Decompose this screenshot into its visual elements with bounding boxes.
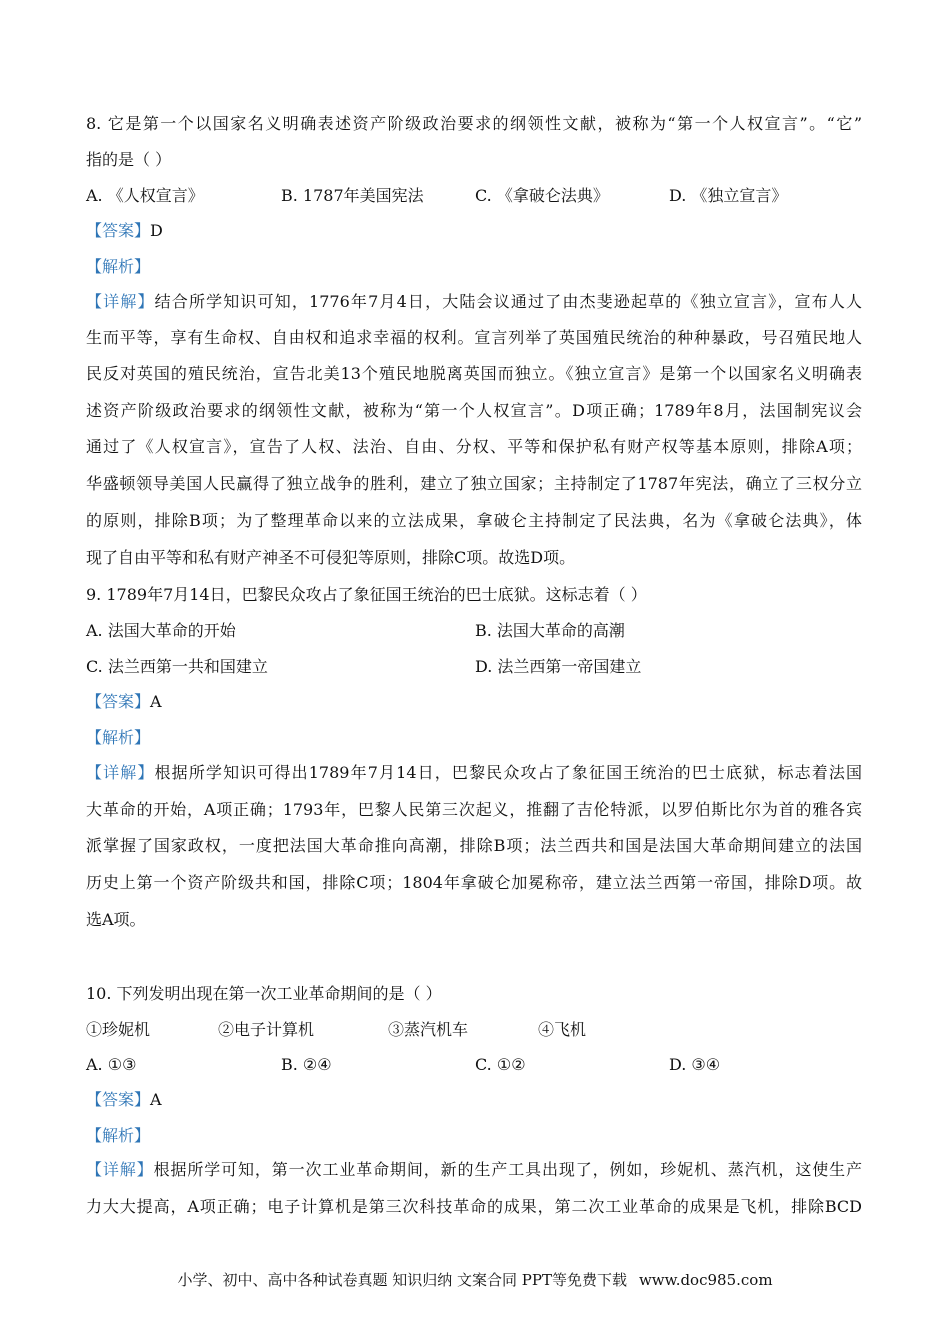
footer-url[interactable]: www.doc985.com [638,1271,773,1289]
q10-detail-line-2: 力大大提高，A项正确；电子计算机是第三次科技革命的成果，第二次工业革命的成果是飞机，排除BCD [86,1197,862,1216]
q10-option-b: B. ②④ [281,1055,332,1074]
q9-option-d: D. 法兰西第一帝国建立 [475,657,642,676]
q8-detail-line-6: 华盛顿领导美国人民赢得了独立战争的胜利，建立了独立国家；主持制定了1787年宪法，确立了三权分立 [86,474,862,493]
q8-detail-line-8: 现了自由平等和私有财产神圣不可侵犯等原则，排除C项。故选D项。 [86,548,576,567]
q10-option-c: C. ①② [475,1055,526,1074]
q9-detail-line-1 [86,763,862,783]
answer-value: D [150,221,163,240]
q8-option-a: A. 《人权宣言》 [86,186,204,205]
detail-text: 结合所学知识可知，1776年7月4日，大陆会议通过了由杰斐逊起草的《独立宣言》，宣布人人 [154,292,862,311]
detail-text: 根据所学可知，第一次工业革命期间，新的生产工具出现了，例如，珍妮机、蒸汽机，这使生产 [153,1160,862,1179]
answer-tag: 【答案】 [86,692,151,711]
answer-value: A [150,692,162,711]
q9-option-a: A. 法国大革命的开始 [86,621,236,640]
answer-tag: 【答案】 [86,221,151,240]
q10-item-3: ③蒸汽机车 [388,1020,469,1039]
q8-detail-line-7: 的原则，排除B项；为了整理革命以来的立法成果，拿破仑主持制定了民法典，名为《拿破仑法典》，体 [86,511,862,530]
q10-detail-line-1 [86,1160,862,1180]
q9-detail-line-4: 历史上第一个资产阶级共和国，排除C项；1804年拿破仑加冕称帝，建立法兰西第一帝国，排除D项。故 [86,873,862,892]
q9-analysis-tag: 【解析】 [86,728,151,747]
q8-stem-line-2: 指的是（ ） [86,150,172,169]
q8-option-d: D. 《独立宣言》 [669,186,788,205]
q8-detail-line-2: 生而平等，享有生命权、自由权和追求幸福的权利。宣言列举了英国殖民统治的种种暴政，号召殖民地人 [86,328,862,347]
q8-detail-line-1 [86,292,862,312]
q8-detail-line-5: 通过了《人权宣言》，宣告了人权、法治、自由、分权、平等和保护私有财产权等基本原则，排除A项； [86,437,862,456]
q8-option-c: C. 《拿破仑法典》 [475,186,609,205]
q10-item-1: ①珍妮机 [86,1020,151,1039]
q10-analysis-tag: 【解析】 [86,1126,151,1145]
q8-option-b: B. 1787年美国宪法 [281,186,424,205]
q9-option-b: B. 法国大革命的高潮 [475,621,625,640]
q10-option-a: A. ①③ [86,1055,137,1074]
q10-option-d: D. ③④ [669,1055,721,1074]
q9-option-c: C. 法兰西第一共和国建立 [86,657,268,676]
q10-stem: 10. 下列发明出现在第一次工业革命期间的是（ ） [86,984,442,1003]
q8-analysis-tag: 【解析】 [86,257,151,276]
page-footer [0,1270,950,1290]
q8-answer [86,221,862,241]
detail-tag: 【详解】 [86,763,155,782]
detail-text: 根据所学知识可得出1789年7月14日，巴黎民众攻占了象征国王统治的巴士底狱，标志着法国 [154,763,862,782]
q9-answer [86,692,862,712]
q10-item-2: ②电子计算机 [218,1020,315,1039]
q9-detail-line-5: 选A项。 [86,910,146,929]
q8-detail-line-3: 民反对英国的殖民统治，宣告北美13个殖民地脱离英国而独立。《独立宣言》是第一个以国家名义明确表 [86,364,862,383]
q10-answer [86,1090,862,1110]
q10-item-4: ④飞机 [538,1020,587,1039]
q8-stem-line-1: 8. 它是第一个以国家名义明确表述资产阶级政治要求的纲领性文献，被称为“第一个人权宣言”。“它” [86,114,862,133]
detail-tag: 【详解】 [86,292,155,311]
q9-detail-line-3: 派掌握了国家政权，一度把法国大革命推向高潮，排除B项；法兰西共和国是法国大革命期间建立的法国 [86,836,862,855]
q9-detail-line-2: 大革命的开始，A项正确；1793年，巴黎人民第三次起义，推翻了吉伦特派，以罗伯斯比尔为首的雅各宾 [86,800,862,819]
footer-text: 小学、初中、高中各种试卷真题 知识归纳 文案合同 PPT等免费下载 [177,1271,627,1289]
answer-tag: 【答案】 [86,1090,151,1109]
detail-tag: 【详解】 [86,1160,154,1179]
answer-value: A [150,1090,162,1109]
q8-detail-line-4: 述资产阶级政治要求的纲领性文献，被称为“第一个人权宣言”。D项正确；1789年8月，法国制宪议会 [86,401,862,420]
q9-stem: 9. 1789年7月14日，巴黎民众攻占了象征国王统治的巴士底狱。这标志着（ ） [86,585,647,604]
